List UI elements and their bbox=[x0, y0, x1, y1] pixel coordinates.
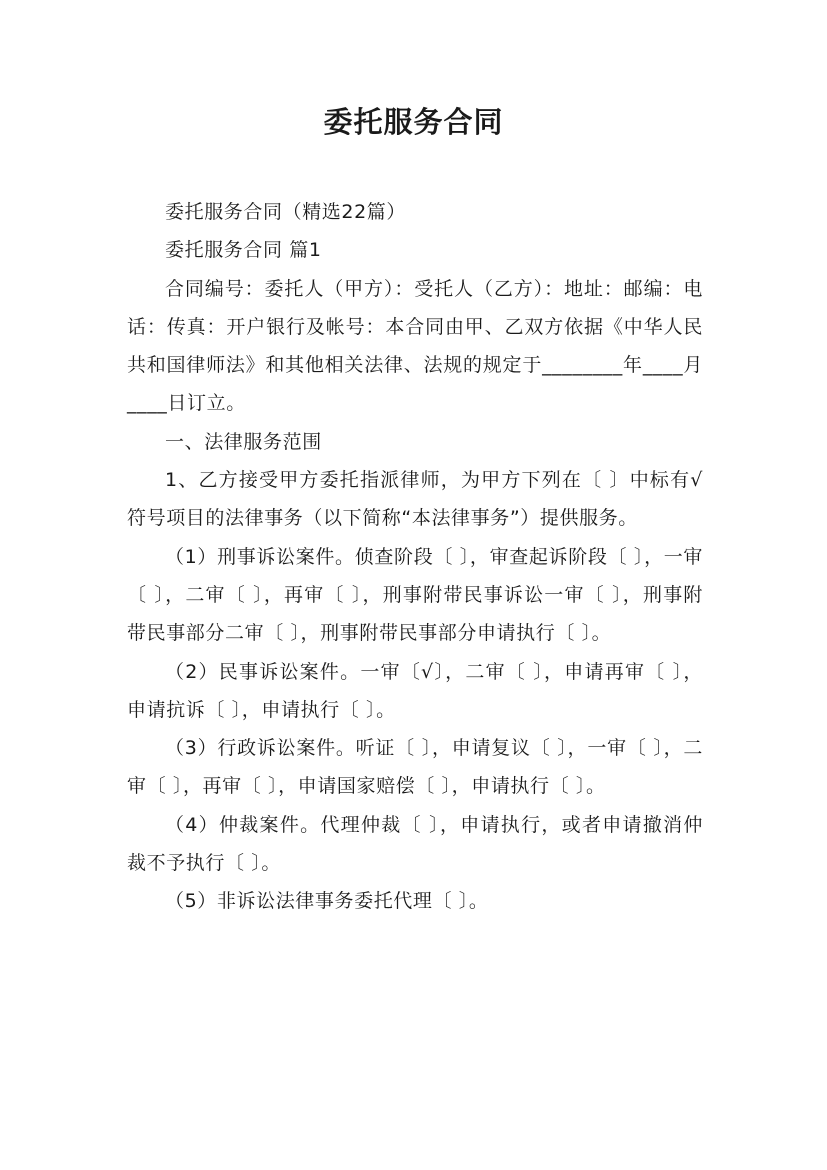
paragraph-chapter-heading: 委托服务合同 篇1 bbox=[165, 239, 322, 262]
paragraph-clause-1: 1、乙方接受甲方委托指派律师，为甲方下列在〔 〕中标有√符号项目的法律事务（以下简称“本法律事务”）提供服务。 bbox=[127, 469, 703, 530]
paragraph-item-non-litigation: （5）非诉讼法律事务委托代理〔 〕。 bbox=[165, 890, 489, 913]
paragraph-section-heading: 一、法律服务范围 bbox=[165, 430, 322, 453]
document-body bbox=[127, 193, 703, 921]
paragraph-item-administrative: （3）行政诉讼案件。听证〔 〕，申请复议〔 〕，一审〔 〕，二审〔 〕，再审〔 〕，申请国家赔偿〔 〕，申请执行〔 〕。 bbox=[127, 737, 703, 798]
paragraph-item-civil: （2）民事诉讼案件。一审〔√〕，二审〔 〕，申请再审〔 〕，申请抗诉〔 〕，申请执行〔 〕。 bbox=[127, 660, 703, 721]
paragraph-contract-parties: 合同编号：委托人（甲方）：受托人（乙方）：地址：邮编：电话：传真：开户银行及帐号：本合同由甲、乙双方依据《中华人民共和国律师法》和其他相关法律、法规的规定于________年____月____日订立。 bbox=[127, 277, 703, 415]
paragraph-item-criminal: （1）刑事诉讼案件。侦查阶段〔 〕，审查起诉阶段〔 〕，一审〔 〕，二审〔 〕，再审〔 〕，刑事附带民事诉讼一审〔 〕，刑事附带民事部分二审〔 〕，刑事附带民事部分申请执行〔 〕。 bbox=[127, 545, 703, 645]
document-title: 委托服务合同 bbox=[323, 105, 504, 139]
paragraph-item-arbitration: （4）仲裁案件。代理仲裁〔 〕，申请执行，或者申请撤消仲裁不予执行〔 〕。 bbox=[127, 813, 703, 875]
paragraph-subtitle: 委托服务合同（精选22篇） bbox=[165, 201, 406, 223]
